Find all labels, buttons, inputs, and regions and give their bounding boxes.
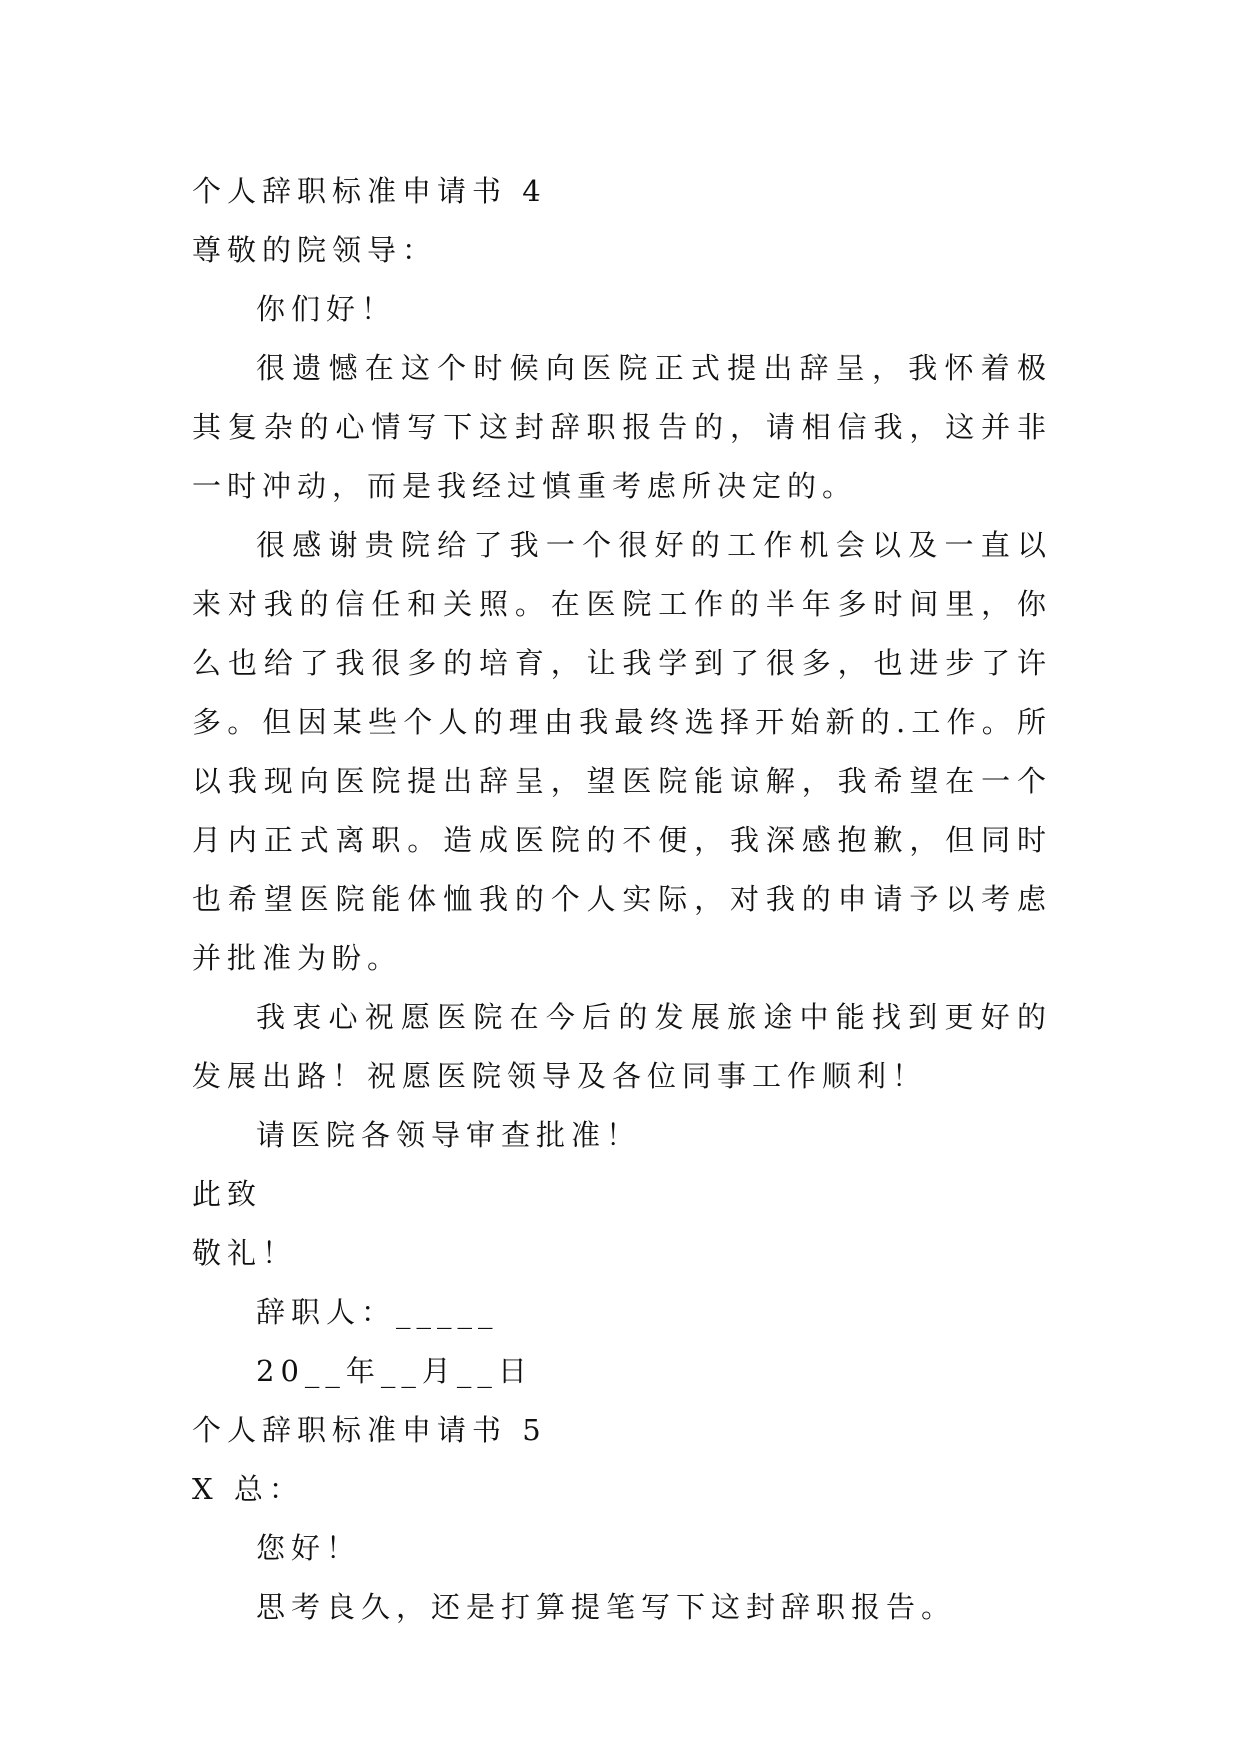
letter5-greeting: 您好！ (256, 1531, 362, 1565)
letter4-paragraph-3: 我衷心祝愿医院在今后的发展旅途中能找到更好的发展出路！祝愿医院领导及各位同事工作顺利！ (192, 1000, 1052, 1093)
letter4-paragraph-1: 很遗憾在这个时候向医院正式提出辞呈，我怀着极其复杂的心情写下这封辞职报告的，请相信我，这并非一时冲动，而是我经过慎重考虑所决定的。 (192, 351, 1052, 503)
letter4-closing-2: 敬礼！ (192, 1236, 298, 1270)
letter4-paragraph-2: 很感谢贵院给了我一个很好的工作机会以及一直以来对我的信任和关照。在医院工作的半年多时间里，你么也给了我很多的培育，让我学到了很多，也进步了许多。但因某些个人的理由我最终选择开始新的.工作。所以我现向医院提出辞呈，望医院能谅解，我希望在一个月内正式离职。造成医院的不便，我深感抱歉，但同时也希望医院能体恤我的个人实际，对我的申请予以考虑并批准为盼。 (192, 528, 1052, 975)
letter4-date: 20__年__月__日 (256, 1354, 533, 1388)
document-page (192, 162, 1052, 1637)
letter5-heading: 个人辞职标准申请书 5 (192, 1413, 547, 1447)
letter4-paragraph-4: 请医院各领导审查批准！ (256, 1118, 642, 1152)
letter5-salutation: X 总： (192, 1472, 304, 1506)
letter4-heading: 个人辞职标准申请书 4 (192, 174, 547, 208)
letter4-greeting: 你们好！ (256, 292, 397, 326)
letter4-closing-1: 此致 (192, 1177, 263, 1211)
letter4-signer: 辞职人：_____ (256, 1295, 499, 1329)
letter5-paragraph-1: 思考良久，还是打算提笔写下这封辞职报告。 (256, 1590, 957, 1624)
letter4-salutation: 尊敬的院领导： (192, 233, 438, 267)
